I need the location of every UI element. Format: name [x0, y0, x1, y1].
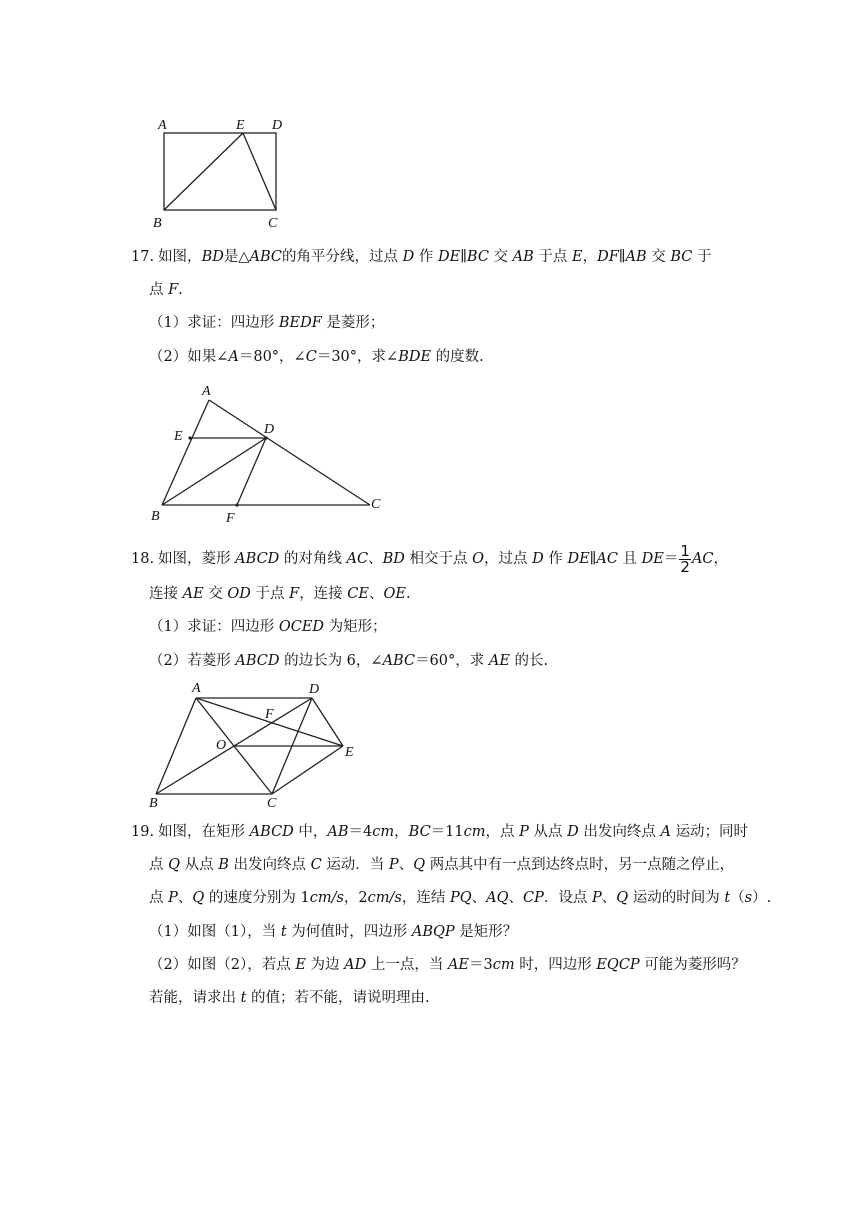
- text: 点: [149, 282, 164, 298]
- var: F: [168, 282, 179, 298]
- text: ＝30°，求∠: [316, 349, 399, 365]
- var: P: [388, 857, 399, 873]
- var: AE: [447, 957, 470, 973]
- var: D: [567, 824, 579, 840]
- var: ABQP: [411, 924, 455, 940]
- point-f: [235, 503, 238, 506]
- var: Q: [192, 890, 205, 906]
- q17-number: 17.: [131, 249, 155, 265]
- var: t: [280, 924, 287, 940]
- var: CE: [347, 586, 369, 602]
- text: ，点: [485, 824, 515, 840]
- unit: cm: [463, 824, 486, 840]
- text: ）.: [752, 890, 772, 906]
- var: AB: [625, 249, 647, 265]
- label-b: B: [149, 796, 158, 811]
- unit: cm/s: [367, 890, 402, 906]
- unit: s: [744, 890, 753, 906]
- text: .: [178, 282, 183, 298]
- text: 为何值时，四边形: [291, 924, 408, 940]
- var: D: [402, 249, 415, 265]
- text: 两点其中有一点到达终点时，另一点随之停止，: [429, 857, 735, 873]
- segment-ab: [156, 698, 196, 794]
- var: DE: [437, 249, 461, 265]
- text: 的长.: [514, 653, 549, 669]
- q19-line-2: [149, 855, 734, 875]
- var: E: [295, 957, 306, 973]
- text: 的度数.: [435, 349, 484, 365]
- segment-de: [312, 698, 343, 746]
- text: 、: [508, 890, 523, 906]
- text: 的对角线: [283, 551, 342, 567]
- label-c: C: [268, 216, 278, 231]
- point-e: [188, 436, 191, 439]
- label-e: E: [174, 429, 183, 444]
- label-e: E: [236, 118, 245, 133]
- text: ，连接: [299, 586, 343, 602]
- figure-16-rectangle: [140, 110, 310, 235]
- segment-ac: [209, 400, 370, 505]
- var: A: [228, 349, 239, 365]
- text: 出发向终点: [233, 857, 306, 873]
- var: CP: [522, 890, 544, 906]
- text: 于点: [538, 249, 568, 265]
- text: 点: [149, 857, 164, 873]
- text: ，连结: [401, 890, 446, 906]
- fraction-one-half: [679, 541, 691, 576]
- fraction-numerator: 1: [680, 541, 690, 560]
- var: Q: [168, 857, 180, 873]
- var: BC: [466, 249, 489, 265]
- q17-line-1: [131, 247, 711, 267]
- text: 作: [418, 249, 434, 265]
- q17-sub-1: [149, 313, 384, 333]
- text: （1）如图（1），当: [149, 924, 277, 940]
- text: （1）求证：四边形: [149, 619, 275, 635]
- q19-line-3: [149, 888, 771, 908]
- text: 且: [622, 551, 638, 567]
- text: 是△: [223, 249, 250, 265]
- text: 从点: [184, 857, 214, 873]
- text: 运动．当: [326, 857, 385, 873]
- text: ∥: [460, 249, 467, 265]
- var: AC: [346, 551, 369, 567]
- var: OD: [227, 586, 251, 602]
- text: 中，: [298, 824, 328, 840]
- unit: cm/s: [309, 890, 344, 906]
- var: AD: [344, 957, 367, 973]
- text: 、: [368, 551, 383, 567]
- text: ＝11: [430, 824, 464, 840]
- var: O: [472, 551, 484, 567]
- text: 连接: [149, 586, 178, 602]
- label-d: D: [309, 682, 320, 697]
- var: ABC: [382, 653, 416, 669]
- var: A: [660, 824, 671, 840]
- text: 为矩形；: [328, 619, 387, 635]
- var: C: [310, 857, 322, 873]
- q19-sub-2: [149, 955, 746, 975]
- text: 如图，在矩形: [158, 824, 246, 840]
- label-a: A: [202, 384, 211, 399]
- text: （2）如果∠: [149, 349, 229, 365]
- var: AB: [327, 824, 349, 840]
- var: P: [519, 824, 529, 840]
- text: ，: [713, 551, 729, 567]
- text: 可能为菱形吗？: [644, 957, 746, 973]
- var: ABCD: [235, 653, 280, 669]
- fraction-denominator: 2: [680, 557, 690, 576]
- text: 的边长为 6，∠: [284, 653, 383, 669]
- q19-sub-1: [149, 922, 517, 942]
- text: ，过点: [483, 551, 528, 567]
- unit: cm: [372, 824, 395, 840]
- text: 出发向终点: [583, 824, 656, 840]
- var: ABCD: [235, 551, 280, 567]
- text: 的角平分线，过点: [282, 249, 398, 265]
- text: 是菱形；: [326, 315, 385, 331]
- unit: cm: [492, 957, 515, 973]
- text: （2）若菱形: [149, 653, 231, 669]
- var: C: [305, 349, 317, 365]
- text: 交: [208, 586, 223, 602]
- text: （: [730, 890, 745, 906]
- text: 上一点，当: [370, 957, 444, 973]
- segment-ec: [243, 133, 276, 210]
- var: AQ: [486, 890, 509, 906]
- figure-18-rhombus: [140, 678, 380, 813]
- text: 运动的时间为: [632, 890, 720, 906]
- text: 交: [651, 249, 666, 265]
- var: OE: [383, 586, 406, 602]
- var: DE: [641, 551, 664, 567]
- text: 运动；同时: [675, 824, 749, 840]
- text: 的值；若不能，请说明理由.: [251, 990, 430, 1006]
- text: 如图，菱形: [158, 551, 231, 567]
- q17-line-2: [149, 280, 183, 300]
- var: Q: [616, 890, 629, 906]
- text: 如图，: [158, 249, 202, 265]
- text: 点: [149, 890, 164, 906]
- var: B: [218, 857, 229, 873]
- var: t: [724, 890, 731, 906]
- text: 时，四边形: [519, 957, 592, 973]
- var: OCED: [278, 619, 325, 635]
- var: E: [572, 249, 583, 265]
- var: BC: [670, 249, 693, 265]
- label-f: F: [226, 511, 235, 526]
- text: 相交于点: [409, 551, 468, 567]
- label-f: F: [265, 707, 274, 722]
- text: 、: [368, 586, 384, 602]
- text: 、: [398, 857, 414, 873]
- label-a: A: [192, 681, 201, 696]
- var: AC: [691, 551, 714, 567]
- var: P: [591, 890, 602, 906]
- text: .: [405, 586, 411, 602]
- var: BC: [408, 824, 431, 840]
- text: ，: [582, 249, 598, 265]
- text: 作: [548, 551, 563, 567]
- q18-number: 18.: [131, 551, 155, 567]
- text: ＝: [663, 551, 679, 567]
- var: D: [532, 551, 544, 567]
- q18-sub-2: [149, 651, 548, 671]
- var: BEDF: [278, 315, 322, 331]
- text: 若能，请求出: [149, 990, 236, 1006]
- text: 是矩形？: [459, 924, 518, 940]
- label-o: O: [216, 738, 227, 753]
- text: ＝4: [348, 824, 373, 840]
- text: （1）求证：四边形: [149, 315, 275, 331]
- label-d: D: [264, 422, 275, 437]
- label-b: B: [153, 216, 162, 231]
- var: BD: [382, 551, 405, 567]
- text: ，2: [343, 890, 368, 906]
- var: AE: [488, 653, 510, 669]
- text: 为边: [310, 957, 340, 973]
- var: ABC: [249, 249, 282, 265]
- label-c: C: [267, 796, 277, 811]
- var: t: [240, 990, 247, 1006]
- var: EQCP: [596, 957, 640, 973]
- text: ∥: [589, 551, 597, 567]
- text: ∥: [618, 249, 626, 265]
- text: 于点: [255, 586, 285, 602]
- var: DF: [597, 249, 619, 265]
- figure-17-triangle: [140, 378, 390, 528]
- var: Q: [413, 857, 426, 873]
- q18-line-1: [131, 540, 728, 578]
- text: ＝3: [469, 957, 493, 973]
- text: 于: [696, 249, 712, 265]
- var: F: [289, 586, 300, 602]
- var: P: [168, 890, 178, 906]
- text: 的速度分别为 1: [208, 890, 310, 906]
- text: ＝60°，求: [415, 653, 485, 669]
- text: 、: [601, 890, 617, 906]
- text: ，: [394, 824, 409, 840]
- q19-line-1: [131, 822, 748, 842]
- label-d: D: [272, 118, 283, 133]
- text: （2）如图（2），若点: [149, 957, 291, 973]
- var: PQ: [449, 890, 472, 906]
- text: ．设点: [543, 890, 588, 906]
- label-a: A: [158, 118, 167, 133]
- q19-number: 19.: [131, 824, 155, 840]
- text: ＝80°，∠: [238, 349, 306, 365]
- var: AC: [596, 551, 618, 567]
- var: ABCD: [249, 824, 294, 840]
- label-c: C: [371, 497, 381, 512]
- var: AE: [182, 586, 204, 602]
- var: DE: [567, 551, 590, 567]
- text: 、: [177, 890, 193, 906]
- text: 交: [493, 249, 509, 265]
- segment-be: [164, 133, 243, 210]
- var: AB: [512, 249, 534, 265]
- text: 、: [471, 890, 487, 906]
- label-b: B: [151, 509, 160, 524]
- q17-sub-2: [149, 347, 484, 367]
- var: BDE: [398, 349, 432, 365]
- q19-sub-3: [149, 988, 430, 1008]
- q18-line-2: [149, 584, 411, 604]
- q18-sub-1: [149, 617, 387, 637]
- var: BD: [201, 249, 224, 265]
- label-e: E: [345, 745, 354, 760]
- text: 从点: [533, 824, 563, 840]
